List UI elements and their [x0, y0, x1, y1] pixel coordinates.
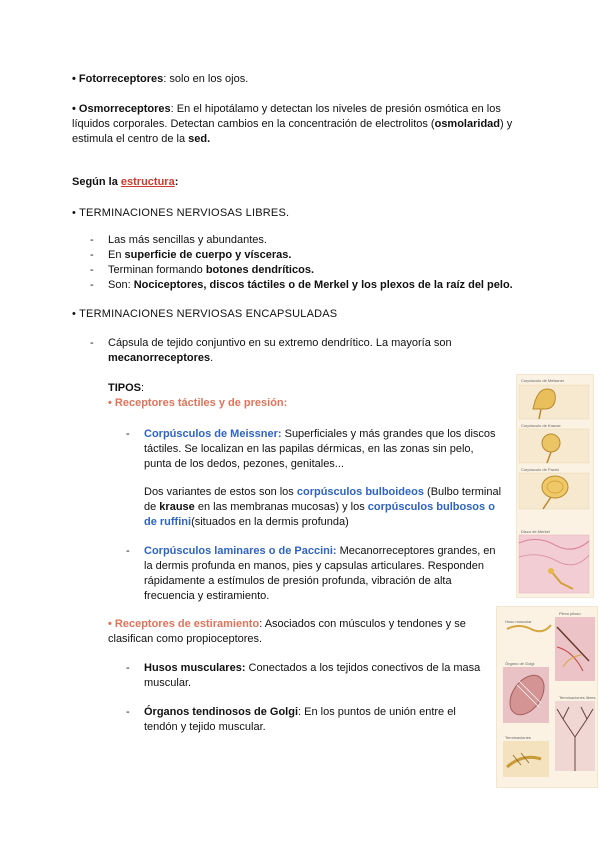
figure-caption: Terminaciones libres — [559, 695, 596, 700]
estiramiento-text: : Asociados con músculos y tendones y se — [259, 618, 466, 630]
pacini-text: Mecanorreceptores grandes, en — [336, 545, 496, 557]
list-item-bold: botones dendríticos. — [205, 264, 315, 276]
meissner-item — [126, 427, 511, 472]
osmo-line2-end: ) y — [500, 118, 513, 130]
tipos-label-line — [108, 381, 144, 396]
segun-estructura-heading — [72, 175, 178, 190]
osmo-line2: líquidos corporales. Detectan cambios en la concentración de electrolitos ( — [72, 118, 435, 130]
list-item: - Son: Nociceptores, discos táctiles o de Merkel y los plexos de la raíz del pelo. — [90, 279, 513, 291]
dash: - — [126, 706, 130, 718]
list-item: - En superficie de cuerpo y vísceras. — [90, 249, 292, 261]
figure-caption: Corpúsculo de Krause — [521, 423, 561, 428]
husos-term: Husos musculares: — [144, 662, 246, 674]
pacini-text: rápidamente a estímulos de presión profunda, vibración de alta — [144, 575, 452, 587]
meissner-term: Corpúsculos de Meissner: — [144, 428, 282, 440]
variantes-text: en las membranas mucosas) y los — [194, 501, 368, 513]
variantes-text: (situados en la dermis profunda) — [191, 516, 349, 528]
figure-caption: Corpúsculo de Meissner — [521, 378, 565, 383]
libres-heading: • TERMINACIONES NERVIOSAS LIBRES. — [72, 207, 290, 219]
figure-caption: Terminaciones — [505, 735, 531, 740]
bulboideos-term: corpúsculos bulboideos — [296, 486, 424, 498]
segun-suffix: : — [174, 176, 179, 188]
bulbosos-term: corpúsculos bulbosos o — [367, 501, 495, 513]
receptores-tactiles-heading: • Receptores táctiles y de presión: — [108, 397, 288, 409]
osmolaridad-term: osmolaridad — [434, 118, 500, 130]
husos-text: Conectados a los tejidos conectivos de la masa — [245, 662, 481, 674]
figure-caption: Disco de Merkel — [521, 529, 550, 534]
list-item-text: Son: — [108, 279, 134, 291]
meissner-text: Superficiales y más grandes que los discos — [281, 428, 496, 440]
krause-term: krause — [159, 501, 195, 513]
variantes-text: (Bulbo terminal — [423, 486, 502, 498]
tipos-colon: : — [141, 382, 145, 394]
variantes-paragraph — [144, 485, 514, 530]
encapsulated-receptors-figure — [516, 374, 594, 598]
encapsuladas-heading: • TERMINACIONES NERVIOSAS ENCAPSULADAS — [72, 308, 338, 320]
list-item: - Las más sencillas y abundantes. — [90, 234, 267, 246]
list-item-text: En — [108, 249, 125, 261]
segun-prefix: Según la — [72, 176, 121, 188]
list-item: - Terminan formando botones dendríticos. — [90, 264, 315, 276]
list-item: - Cápsula de tejido conjuntivo en su extremo dendrítico. La mayoría son — [90, 337, 452, 349]
figure-caption: Huso muscular — [505, 619, 532, 624]
dash: - — [126, 662, 130, 674]
meissner-text: punta de los dedos, pezones, genitales... — [144, 458, 344, 470]
meissner-text: táctiles. Se localizan en las papilas dérmicas, en las zonas sin pelo, — [144, 443, 474, 455]
pacini-text: frecuencia y estiramiento. — [144, 590, 270, 602]
estructura-link[interactable]: estructura — [120, 176, 175, 188]
ruffini-term: de ruffini — [144, 516, 192, 528]
figure-caption: Plexo piloso — [559, 611, 581, 616]
golgi-text: tendón y tejido muscular. — [144, 721, 266, 733]
stretch-receptors-figure — [496, 606, 598, 788]
estiramiento-paragraph — [108, 617, 488, 647]
list-item-bold: Nociceptores, discos táctiles o de Merkel y los plexos de la raíz del pelo. — [133, 279, 513, 291]
list-item-text: Terminan formando — [108, 264, 206, 276]
variantes-text: Dos variantes de estos son los — [144, 486, 297, 498]
osmo-line3: estimula el centro de la — [72, 133, 189, 145]
dash: - — [126, 428, 130, 440]
golgi-text: : En los puntos de unión entre el — [298, 706, 456, 718]
pacini-item — [126, 544, 516, 604]
osmorreceptores-label: Osmorreceptores — [78, 103, 171, 115]
list-item-text: Las más sencillas y abundantes. — [108, 234, 267, 246]
libres-list — [90, 233, 560, 293]
period: . — [210, 352, 214, 364]
encapsuladas-list — [90, 336, 530, 366]
pacini-term: Corpúsculos laminares o de Paccini: — [144, 545, 337, 557]
pacini-text: la dermis profunda en manos, pies y capsulas articulares. Responden — [144, 560, 484, 572]
sed-term: sed. — [188, 133, 211, 145]
tipos-label: TIPOS — [108, 382, 142, 394]
golgi-item — [126, 705, 506, 735]
husos-item — [126, 661, 506, 691]
mecanorreceptores-term: mecanorreceptores — [108, 352, 211, 364]
fotorreceptores-line: • Fotorreceptores: solo en los ojos. — [72, 73, 249, 85]
golgi-term: Órganos tendinosos de Golgi — [144, 706, 299, 718]
osmorreceptores-paragraph: • Osmorreceptores: En el hipotálamo y detectan los niveles de presión osmótica en los líquidos corporales. Detectan cambios en la concentración de electrolitos (osmolaridad) y estimula el centro de la sed. — [72, 103, 513, 145]
husos-text: muscular. — [144, 677, 192, 689]
fotorreceptores-label: Fotorreceptores — [78, 73, 164, 85]
estiramiento-text: clasifican como propioceptores. — [108, 633, 263, 645]
list-item-bold: superficie de cuerpo y vísceras. — [124, 249, 292, 261]
figure-caption: Corpúsculo de Pacini — [521, 467, 559, 472]
receptor-illustrations — [517, 375, 593, 597]
fotorreceptores-text: : solo en los ojos. — [163, 73, 249, 85]
dash: - — [126, 545, 130, 557]
variantes-text: de — [144, 501, 160, 513]
list-item-text: Cápsula de tejido conjuntivo en su extremo dendrítico. La mayoría son — [108, 337, 452, 349]
figure-caption: Órgano de Golgi — [505, 661, 535, 666]
estiramiento-heading: • Receptores de estiramiento — [108, 618, 260, 630]
list-item-cont — [108, 351, 530, 366]
osmo-line1: : En el hipotálamo y detectan los niveles de presión osmótica en los — [170, 103, 501, 115]
